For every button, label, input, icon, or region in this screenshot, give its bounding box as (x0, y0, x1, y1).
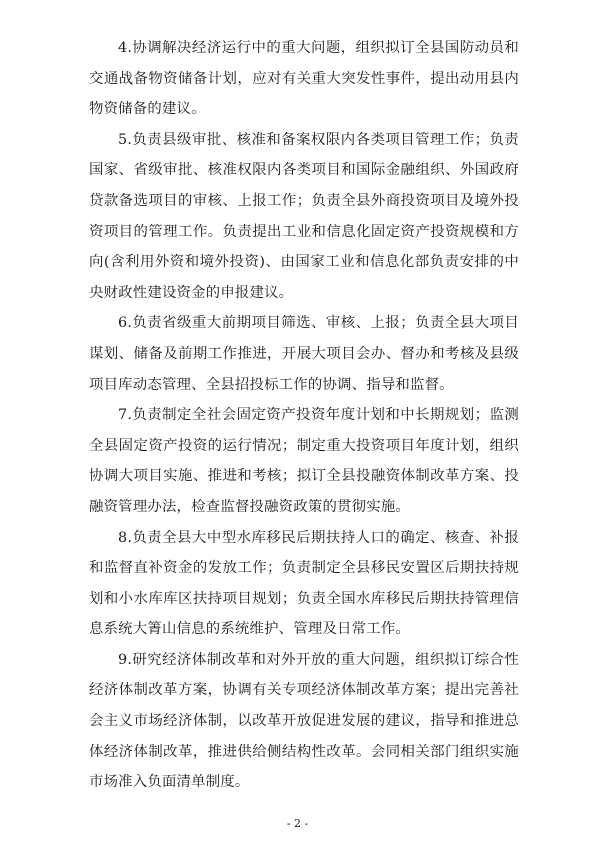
paragraph-item-4: 4.协调解决经济运行中的重大问题，组织拟订全县国防动员和交通战备物资储备计划，应对有关重大突发性事件，提出动用县内物资储备的建议。 (89, 40, 519, 118)
paragraph-item-5: 5.负责县级审批、核准和备案权限内各类项目管理工作；负责国家、省级审批、核准权限内各类项目和国际金融组织、外国政府贷款备选项目的审核、上报工作；负责全县外商投资项目及境外投资项目的管理工作。负责提出工业和信息化固定资产投资规模和方向(含利用外资和境外投资)、由国家工业和信息化部负责安排的中央财政性建设资金的申报建议。 (89, 131, 519, 301)
page-number: - 2 - (286, 817, 309, 830)
paragraph-item-7: 7.负责制定全社会固定资产投资年度计划和中长期规划；监测全县固定资产投资的运行情况；制定重大投资项目年度计划，组织协调大项目实施、推进和考核；拟订全县投融资体制改革方案、投融资管理办法，检查监督投融资政策的贯彻实施。 (89, 407, 519, 515)
paragraph-item-6: 6.负责省级重大前期项目筛选、审核、上报；负责全县大项目谋划、储备及前期工作推进，开展大项目会办、督办和考核及县级项目库动态管理、全县招投标工作的协调、指导和监督。 (89, 315, 519, 393)
document-body (89, 33, 519, 798)
paragraph-item-9: 9.研究经济体制改革和对外开放的重大问题，组织拟订综合性经济体制改革方案，协调有关专项经济体制改革方案；提出完善社会主义市场经济体制，以改革开放促进发展的建议，指导和推进总体经济体制改革，推进供给侧结构性改革。会同相关部门组织实施市场准入负面清单制度。 (89, 651, 519, 791)
paragraph-item-8: 8.负责全县大中型水库移民后期扶持人口的确定、核查、补报和监督直补资金的发放工作；负责制定全县移民安置区后期扶持规划和小水库库区扶持项目规划；负责全国水库移民后期扶持管理信息系统大箐山信息的系统维护、管理及日常工作。 (89, 529, 519, 638)
